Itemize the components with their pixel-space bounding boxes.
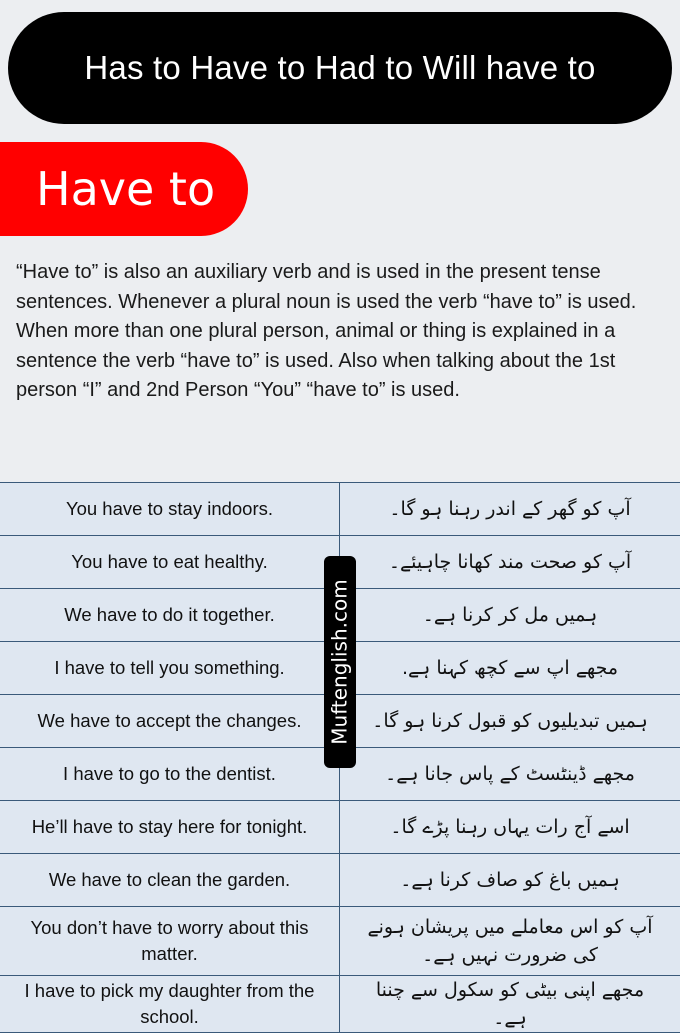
- urdu-translation: مجھے اپ سے کچھ کہنا ہے.: [401, 657, 619, 679]
- english-sentence: You have to stay indoors.: [0, 483, 340, 535]
- table-row: [0, 976, 680, 1033]
- table-row: [0, 854, 680, 907]
- english-sentence: I have to tell you something.: [0, 642, 340, 694]
- urdu-translation: مجھے اپنی بیٹی کو سکول سے چننا ہے۔: [375, 979, 645, 1029]
- title-banner: [8, 12, 672, 124]
- english-sentence: We have to clean the garden.: [0, 854, 340, 906]
- urdu-translation: مجھے ڈینٹسٹ کے پاس جانا ہے۔: [385, 763, 635, 785]
- english-sentence: We have to do it together.: [0, 589, 340, 641]
- urdu-translation: ہمیں تبدیلیوں کو قبول کرنا ہو گا۔: [372, 710, 648, 732]
- page-title: Has to Have to Had to Will have to: [84, 49, 596, 86]
- urdu-translation: اسے آج رات یہاں رہنا پڑے گا۔: [390, 816, 630, 838]
- table-row: [0, 907, 680, 976]
- explanation-paragraph: “Have to” is also an auxiliary verb and is used in the present tense sentences. Whenever a plural noun is used the verb “have to” is used. When more than one plural person, animal or thing is explained in a sentence the verb “have to” is used. Also when talking about the 1st person “I” and 2nd Person “You” “have to” is used.: [16, 261, 637, 401]
- english-sentence: I have to go to the dentist.: [0, 748, 340, 800]
- urdu-translation: ہمیں باغ کو صاف کرنا ہے۔: [400, 869, 620, 891]
- section-tag: [0, 142, 248, 236]
- english-sentence: You have to eat healthy.: [0, 536, 340, 588]
- urdu-translation: آپ کو صحت مند کھانا چاہیئے۔: [388, 551, 632, 573]
- urdu-translation: ہمیں مل کر کرنا ہے۔: [422, 604, 598, 626]
- table-row: [0, 483, 680, 536]
- urdu-translation: آپ کو گھر کے اندر رہنا ہو گا۔: [389, 498, 631, 520]
- english-sentence: I have to pick my daughter from the school.: [0, 976, 340, 1032]
- section-label: Have to: [36, 162, 216, 216]
- urdu-translation: آپ کو اس معاملے میں پریشان ہونے کی ضرورت نہیں ہے۔: [367, 916, 653, 966]
- site-watermark: [324, 556, 356, 768]
- english-sentence: You don’t have to worry about this matter.: [0, 907, 340, 975]
- watermark-text: Muftenglish.com: [328, 579, 353, 745]
- table-row: [0, 801, 680, 854]
- english-sentence: He’ll have to stay here for tonight.: [0, 801, 340, 853]
- english-sentence: We have to accept the changes.: [0, 695, 340, 747]
